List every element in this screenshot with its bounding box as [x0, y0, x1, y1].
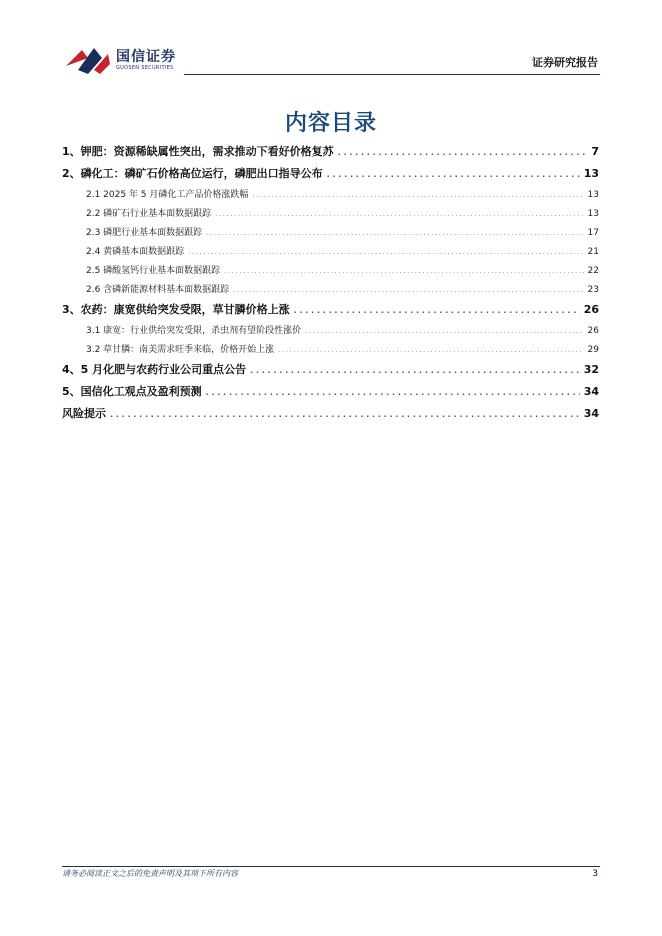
- toc-leader-dots: [327, 170, 580, 179]
- toc-leader-dots: [278, 347, 583, 354]
- toc-entry-page: 34: [583, 385, 599, 398]
- toc-leader-dots: [305, 328, 583, 335]
- toc-entry-subsection[interactable]: [62, 206, 599, 225]
- toc-leader-dots: [294, 306, 580, 315]
- toc-entry-label: 3、农药：康宽供给突发受限，草甘膦价格上涨: [62, 303, 290, 316]
- header-divider: [184, 74, 600, 75]
- footer-divider: [62, 866, 600, 867]
- toc-entry-label: 2.1 2025 年 5 月磷化工产品价格涨跌幅: [86, 190, 249, 200]
- toc-entry-section[interactable]: [62, 405, 599, 427]
- toc-entry-subsection[interactable]: [62, 263, 599, 282]
- toc-entry-page: 34: [583, 407, 599, 420]
- toc-entry-section[interactable]: [62, 301, 599, 323]
- toc-entry-label: 2.2 磷矿石行业基本面数据跟踪: [86, 209, 212, 219]
- toc-entry-subsection[interactable]: [62, 282, 599, 301]
- footer-disclaimer: 请务必阅读正文之后的免责声明及其项下所有内容: [62, 869, 238, 878]
- toc-leader-dots: [233, 287, 583, 294]
- logo-english-name: GUOSEN SECURITIES: [116, 65, 174, 71]
- toc-entry-page: 13: [587, 190, 599, 200]
- guosen-logo-icon: [64, 44, 112, 76]
- toc-entry-subsection[interactable]: [62, 323, 599, 342]
- toc-entry-page: 22: [587, 266, 599, 276]
- toc-leader-dots: [224, 268, 583, 275]
- table-of-contents: [62, 143, 599, 427]
- toc-entry-page: 13: [587, 209, 599, 219]
- toc-entry-section[interactable]: [62, 383, 599, 405]
- toc-entry-label: 3.2 草甘膦：南美需求旺季来临，价格开始上涨: [86, 345, 275, 355]
- toc-entry-label: 3.1 康宽：行业供给突发受限，杀虫剂有望阶段性涨价: [86, 326, 302, 336]
- toc-entry-label: 2、磷化工：磷矿石价格高位运行，磷肥出口指导公布: [62, 167, 323, 180]
- toc-entry-page: 26: [587, 326, 599, 336]
- toc-entry-page: 23: [587, 285, 599, 295]
- toc-entry-label: 2.3 磷肥行业基本面数据跟踪: [86, 228, 203, 238]
- toc-entry-page: 17: [587, 228, 599, 238]
- toc-entry-page: 7: [591, 145, 599, 158]
- toc-entry-subsection[interactable]: [62, 187, 599, 206]
- toc-entry-subsection[interactable]: [62, 244, 599, 263]
- toc-entry-label: 风险提示: [62, 407, 106, 420]
- toc-entry-label: 2.5 磷酸氢钙行业基本面数据跟踪: [86, 266, 221, 276]
- toc-entry-label: 5、国信化工观点及盈利预测: [62, 385, 202, 398]
- toc-entry-page: 21: [587, 247, 599, 257]
- toc-entry-page: 32: [583, 363, 599, 376]
- toc-entry-page: 26: [583, 303, 599, 316]
- toc-entry-page: 29: [587, 345, 599, 355]
- toc-entry-section[interactable]: [62, 165, 599, 187]
- toc-leader-dots: [206, 230, 583, 237]
- toc-entry-label: 2.6 含磷新能源材料基本面数据跟踪: [86, 285, 230, 295]
- toc-leader-dots: [206, 388, 580, 397]
- page-number: 3: [592, 869, 598, 879]
- toc-entry-page: 13: [583, 167, 599, 180]
- toc-entry-label: 4、5 月化肥与农药行业公司重点公告: [62, 363, 247, 376]
- report-type-label: 证券研究报告: [532, 56, 598, 69]
- logo-chinese-name: 国信证券: [116, 49, 176, 65]
- toc-entry-label: 2.4 黄磷基本面数据跟踪: [86, 247, 185, 257]
- toc-entry-subsection[interactable]: [62, 342, 599, 361]
- toc-leader-dots: [250, 366, 580, 375]
- toc-leader-dots: [188, 249, 583, 256]
- toc-entry-label: 1、钾肥：资源稀缺属性突出，需求推动下看好价格复苏: [62, 145, 334, 158]
- page-header: [0, 0, 662, 80]
- toc-leader-dots: [252, 192, 583, 199]
- toc-entry-section[interactable]: [62, 361, 599, 383]
- page-title: 内容目录: [284, 111, 377, 136]
- toc-leader-dots: [215, 211, 583, 218]
- toc-entry-subsection[interactable]: [62, 225, 599, 244]
- toc-entry-section[interactable]: [62, 143, 599, 165]
- guosen-logo: [64, 44, 204, 76]
- toc-leader-dots: [110, 410, 580, 419]
- toc-leader-dots: [338, 148, 588, 157]
